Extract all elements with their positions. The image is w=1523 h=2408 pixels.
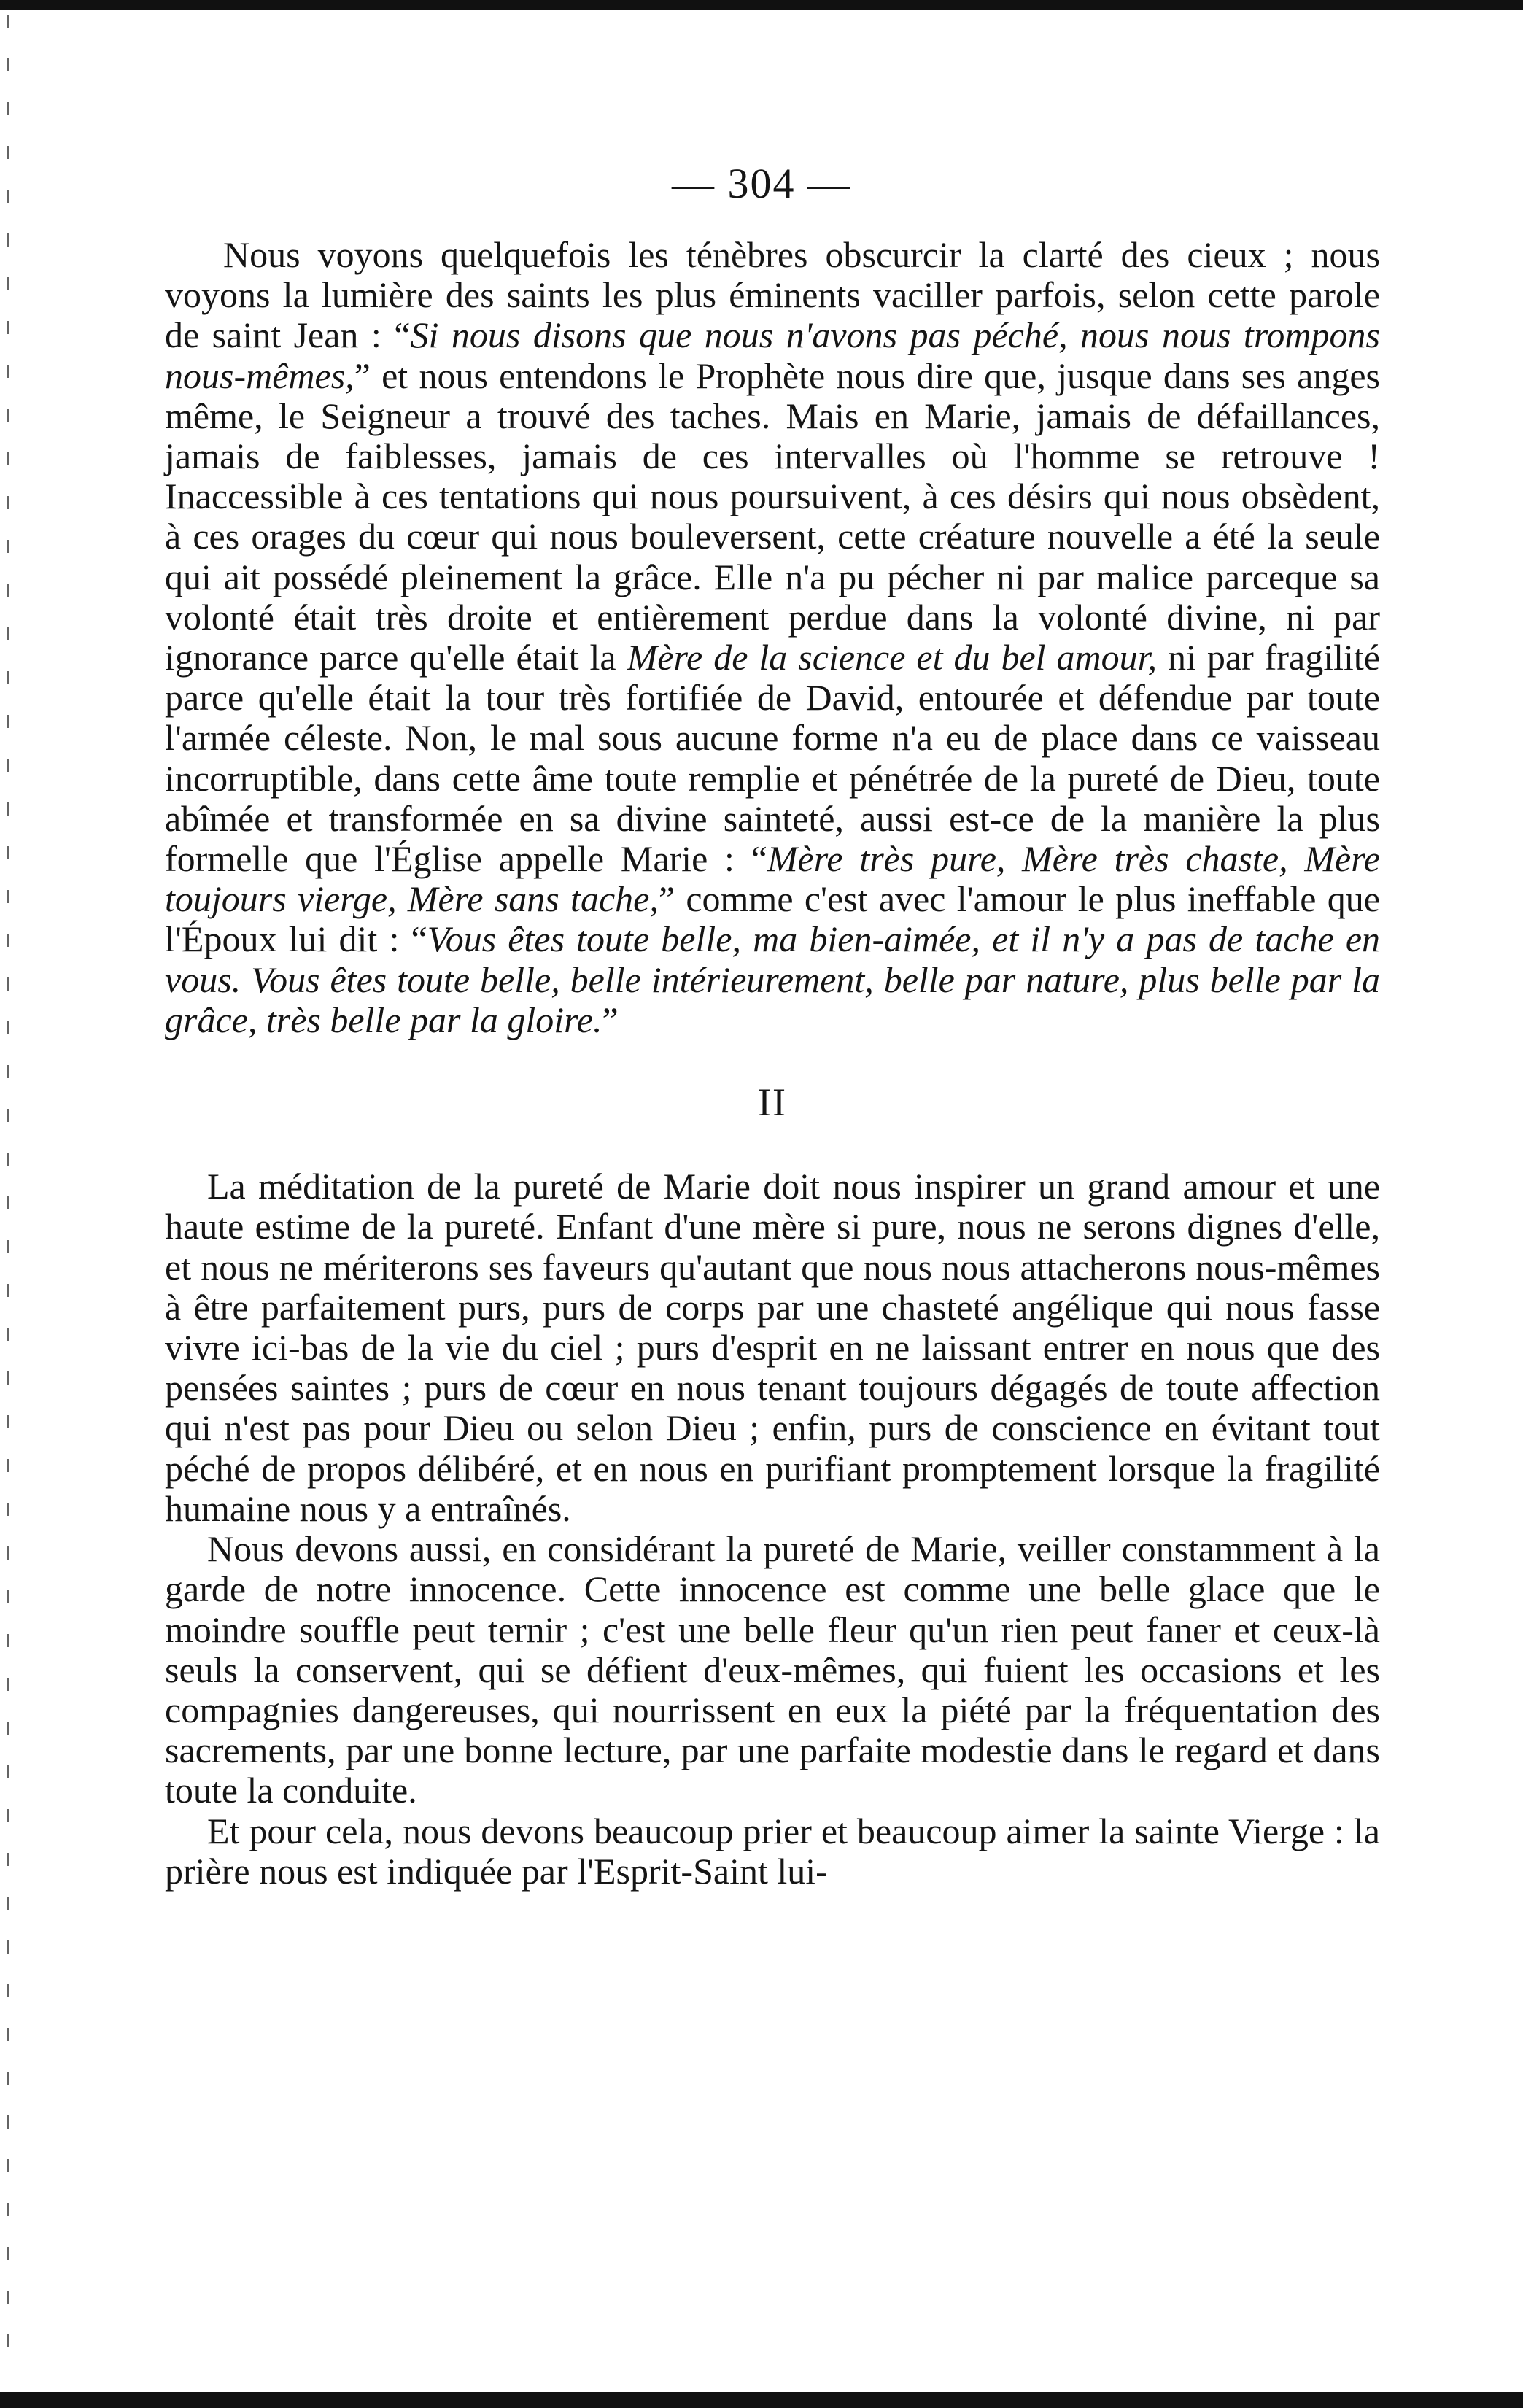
para1-quote-3: Mère très pure, Mère très chaste, Mère toujours vierge, Mère sans tache, — [165, 838, 1380, 920]
para1-text-5: ” — [602, 999, 619, 1040]
para1-quote-4: Vous êtes toute belle, ma bien-aimée, et il n'y a pas de tache en vous. Vous êtes toute belle, belle intérieurement, belle par nature, plus belle par la grâce, très belle par la gloire. — [165, 918, 1381, 1040]
section-heading: II — [758, 1080, 787, 1125]
para1-quote-2: Mère de la science et du bel amour, — [627, 637, 1158, 678]
scan-edge-left — [7, 15, 9, 2378]
paragraph-4: Et pour cela, nous devons beaucoup prier et beaucoup aimer la sainte Vierge : la prière nous est indiquée par l'Esprit-Saint lui- — [165, 1810, 1380, 1892]
para1-quote-1: Si nous disons que nous n'avons pas péché, nous nous trompons nous-mêmes, — [165, 314, 1380, 396]
para1-text-4: ” comme c'est avec l'amour le plus ineffable que l'Époux lui dit : “ — [165, 878, 1381, 960]
para1-text-2: ” et nous entendons le Prophète nous dire que, jusque dans ses anges même, le Seigneur a trouvé des taches. Mais en Marie, jamais de défaillances, jamais de faiblesses, jamais de ces intervalles où l'homme se retrouve ! Inaccessible à ces tentations qui nous poursuivent, à ces désirs qui nous obsèdent, à ces orages du cœur qui nous bouleversent, cette créature nouvelle a été la seule qui ait possédé pleinement la grâce. Elle n'a pu pécher ni par malice parceque sa volonté était très droite et entièrement perdue dans la volonté divine, ni par ignorance parce qu'elle était la — [165, 355, 1380, 678]
scan-edge-bottom — [0, 2392, 1523, 2408]
page-number: — 304 — — [672, 160, 851, 207]
para1-text-1: Nous voyons quelquefois les ténèbres obscurcir la clarté des cieux ; nous voyons la lumière des saints les plus éminents vaciller parfois, selon cette parole de saint Jean : “ — [165, 234, 1380, 356]
paragraph-1 — [165, 235, 1380, 1040]
paragraph-3: Nous devons aussi, en considérant la pureté de Marie, veiller constamment à la garde de notre innocence. Cette innocence est comme une belle glace que le moindre souffle peut ternir ; c'est une belle fleur qu'un rien peut faner et ceux-là seuls la conservent, qui se défient d'eux-mêmes, qui fuient les occasions et les compagnies dangereuses, qui nourrissent en eux la piété par la fréquentation des sacrements, par une bonne lecture, par une parfaite modestie dans le regard et dans toute la conduite. — [165, 1528, 1380, 1811]
para1-text-3: ni par fragilité parce qu'elle était la tour très fortifiée de David, entourée et défendue par toute l'armée céleste. Non, le mal sous aucune forme n'a eu de place dans ce vaisseau incorruptible, dans cette âme toute remplie et pénétrée de la pureté de Dieu, toute abîmée et transformée en sa divine sainteté, aussi est-ce de la manière la plus formelle que l'Église appelle Marie : “ — [165, 637, 1380, 880]
paragraph-2: La méditation de la pureté de Marie doit nous inspirer un grand amour et une haute estime de la pureté. Enfant d'une mère si pure, nous ne serons dignes d'elle, et nous ne mériterons ses faveurs qu'autant que nous nous attacherons nous-mêmes à être parfaitement purs, purs de corps par une chasteté angélique qui nous fasse vivre ici-bas de la vie du ciel ; purs d'esprit en ne laissant entrer en nous que des pensées saintes ; purs de cœur en nous tenant toujours dégagés de toute affection qui n'est pas pour Dieu ou selon Dieu ; enfin, purs de conscience en évitant tout péché de propos délibéré, et en nous en purifiant promptement lorsque la fragilité humaine nous y a entraînés. — [165, 1166, 1380, 1529]
scan-edge-top — [0, 0, 1523, 10]
body-text — [165, 235, 1380, 1892]
